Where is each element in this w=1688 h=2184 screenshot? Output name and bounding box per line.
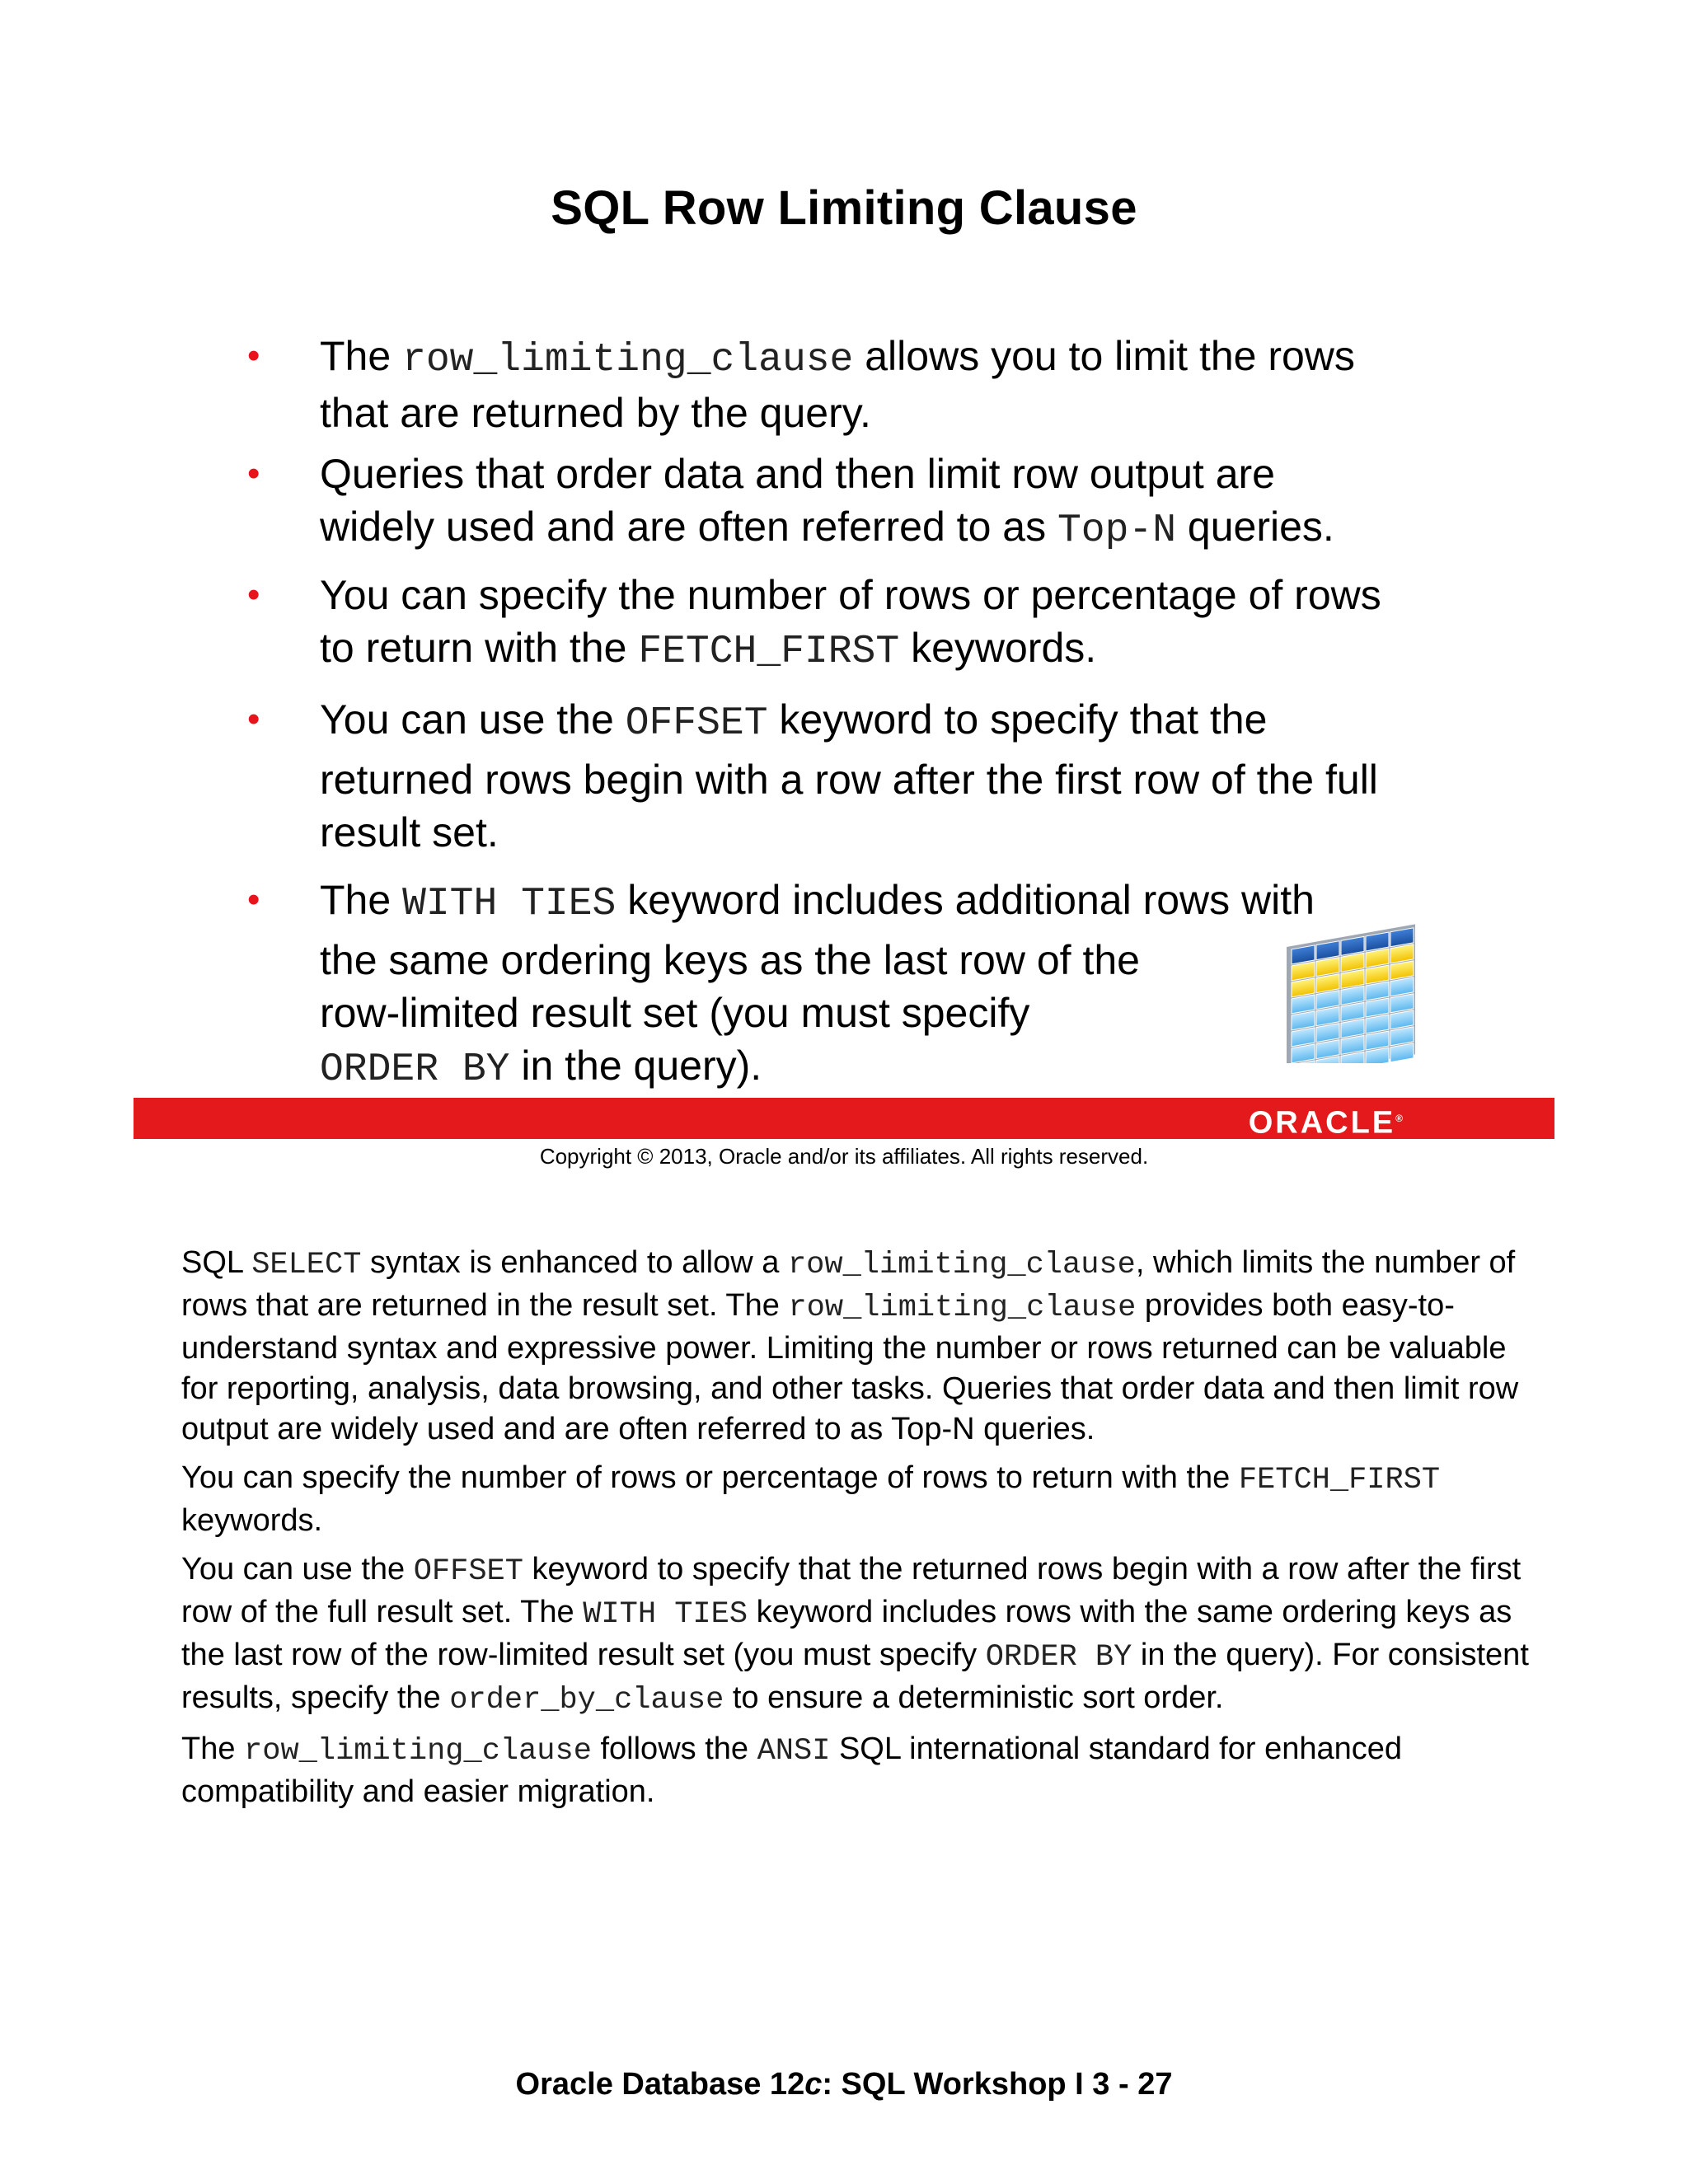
bullet-text: You can use the xyxy=(320,696,626,743)
code-term: row_limiting_clause xyxy=(788,1291,1137,1325)
oracle-logo xyxy=(1248,1104,1403,1141)
bullet-line: that are returned by the query. xyxy=(320,390,871,436)
code-term: Top-N xyxy=(1057,509,1177,553)
slide-title: SQL Row Limiting Clause xyxy=(551,181,1137,235)
code-term: FETCH_FIRST xyxy=(1238,1463,1441,1497)
bullet-text: allows you to limit the rows xyxy=(853,333,1355,379)
notes-paragraph xyxy=(181,1243,1533,1450)
notes-paragraph xyxy=(181,1458,1533,1541)
bullet-line: returned rows begin with a row after the first row of the full xyxy=(320,757,1378,803)
footer-text: : SQL Workshop I 3 - 27 xyxy=(822,2067,1173,2102)
notes-body xyxy=(181,1243,1533,1821)
bullet-text: to return with the xyxy=(320,625,639,671)
notes-text: to ensure a deterministic sort order. xyxy=(724,1680,1224,1715)
bullet-icon: • xyxy=(247,453,260,494)
bullet-text: The xyxy=(320,333,403,379)
notes-text: follows the xyxy=(591,1732,757,1766)
code-term: OFFSET xyxy=(413,1554,523,1589)
footer-italic: c xyxy=(804,2067,823,2102)
notes-text: keyword includes rows with the same ordering keys as the last row of the row-limited result set (you must specify xyxy=(181,1595,1512,1672)
bullet-text: widely used and are often referred to as xyxy=(320,504,1057,550)
bullet-line xyxy=(320,330,1475,387)
code-term: order_by_clause xyxy=(449,1683,724,1718)
oracle-banner xyxy=(134,1098,1554,1139)
notes-text: You can specify the number of rows or percentage of rows to return with the xyxy=(181,1460,1239,1495)
bullet-line xyxy=(320,621,1475,678)
code-term: OFFSET xyxy=(625,701,768,746)
bullet-line: Queries that order data and then limit row output are xyxy=(320,451,1275,497)
bullet-item xyxy=(239,330,1475,439)
notes-text: syntax is enhanced to allow a xyxy=(361,1245,788,1280)
code-term: SELECT xyxy=(251,1248,362,1282)
bullet-item xyxy=(239,693,1475,859)
notes-text: The xyxy=(181,1732,245,1766)
bullet-line: You can specify the number of rows or percentage of rows xyxy=(320,572,1381,618)
page-footer xyxy=(0,2067,1688,2102)
bullet-line xyxy=(320,693,1475,750)
notes-paragraph xyxy=(181,1549,1533,1721)
bullet-text: keyword includes additional rows with xyxy=(616,877,1315,923)
bullet-item xyxy=(239,569,1475,678)
code-term: row_limiting_clause xyxy=(244,1734,592,1769)
bullet-text: in the query). xyxy=(509,1043,762,1089)
bullet-icon: • xyxy=(247,574,260,615)
bullet-text: queries. xyxy=(1176,504,1334,550)
code-term: row_limiting_clause xyxy=(402,338,854,382)
notes-text: keywords. xyxy=(181,1503,323,1538)
bullet-icon: • xyxy=(247,879,260,920)
registered-mark: ® xyxy=(1395,1113,1403,1124)
notes-text: , which limits the number of rows that are returned in the result set. The xyxy=(181,1245,1516,1323)
logo-text: ORACLE xyxy=(1248,1105,1396,1141)
footer-text: Oracle Database 12 xyxy=(515,2067,805,2102)
bullet-line: the same ordering keys as the last row of the xyxy=(320,937,1140,983)
copyright-notice: Copyright © 2013, Oracle and/or its affiliates. All rights reserved. xyxy=(539,1144,1149,1169)
code-term: WITH TIES xyxy=(402,882,617,926)
notes-paragraph xyxy=(181,1729,1533,1812)
notes-text: SQL xyxy=(181,1245,252,1280)
code-term: WITH TIES xyxy=(583,1597,748,1632)
bullet-line: result set. xyxy=(320,809,499,855)
bullet-text: keyword to specify that the xyxy=(767,696,1268,743)
bullet-line: row-limited result set (you must specify xyxy=(320,990,1030,1036)
code-term: FETCH_FIRST xyxy=(638,630,900,674)
table-grid-icon xyxy=(1282,907,1422,1063)
code-term: ORDER BY xyxy=(320,1047,510,1092)
bullet-icon: • xyxy=(247,699,260,739)
notes-text: in the query). For consistent results, specify the xyxy=(181,1638,1529,1715)
code-term: ANSI xyxy=(757,1734,831,1769)
code-term: ORDER BY xyxy=(985,1640,1132,1675)
notes-text: provides both easy-to-understand syntax and expressive power. Limiting the number or rows returned can be valuable for reporting, analysis, data browsing, and other tasks. Queries that order data and then limit row output are widely used and are often referred to as Top-N queries. xyxy=(181,1288,1519,1446)
notes-text: You can use the xyxy=(181,1552,414,1586)
bullet-icon: • xyxy=(247,335,260,376)
bullet-text: keywords. xyxy=(899,625,1097,671)
bullet-line xyxy=(320,500,1475,557)
bullet-text: The xyxy=(320,877,403,923)
code-term: row_limiting_clause xyxy=(787,1248,1136,1282)
notes-text: SQL international standard for enhanced compatibility and easier migration. xyxy=(181,1732,1403,1809)
notes-text: keyword to specify that the returned rows begin with a row after the first row of the full result set. The xyxy=(181,1552,1522,1629)
bullet-item xyxy=(239,448,1475,557)
